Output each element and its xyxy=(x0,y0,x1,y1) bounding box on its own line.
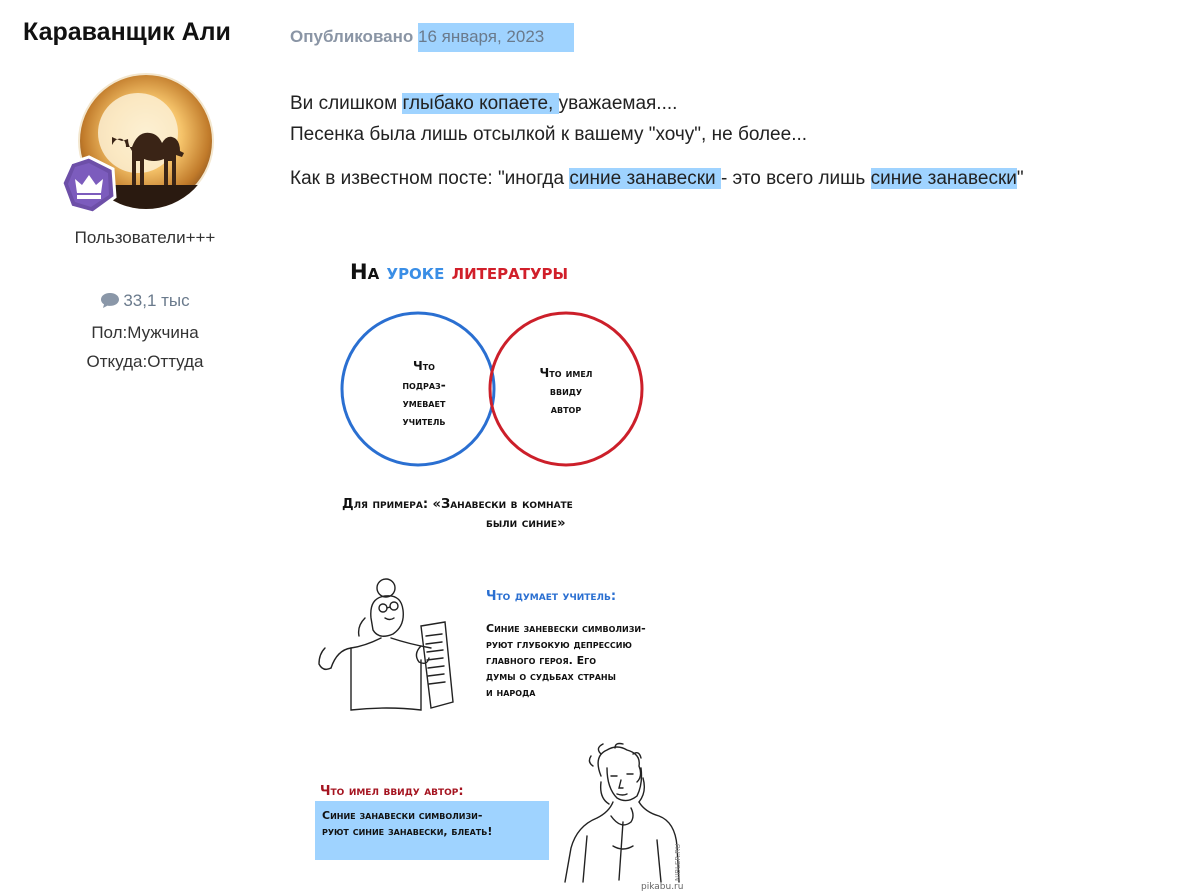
post xyxy=(290,0,1181,895)
venn-label: автор xyxy=(550,402,582,416)
text-span: Ви слишком xyxy=(290,93,403,114)
watermark: pikabu.ru xyxy=(641,882,684,891)
venn-label: подраз- xyxy=(402,378,446,392)
post-count-value: 33,1 тыс xyxy=(123,291,190,310)
text-span: - это всего лишь xyxy=(720,168,871,189)
teacher-heading: Что думает учитель: xyxy=(486,589,617,604)
author-line: руют синие занавески, блеать! xyxy=(322,825,493,838)
rank-crown-icon xyxy=(59,155,119,215)
comment-icon xyxy=(100,289,120,318)
pushkin-drawing xyxy=(565,744,679,883)
venn-label: Что имел xyxy=(539,366,593,380)
teacher-drawing xyxy=(319,579,453,710)
published-label: Опубликовано xyxy=(290,27,418,46)
venn-label: умевает xyxy=(402,396,446,410)
venn-label: ввиду xyxy=(549,384,583,398)
post-meta xyxy=(290,27,574,47)
location-field xyxy=(0,347,290,376)
text-span: уважаемая.... xyxy=(558,93,678,114)
side-watermark: NIBLER.RU xyxy=(674,843,682,881)
gender-field xyxy=(0,318,290,347)
post-content xyxy=(290,88,1024,194)
example-line: были синие» xyxy=(486,516,566,531)
teacher-text xyxy=(486,622,646,699)
venn-label: учитель xyxy=(402,414,446,428)
gender-label: Пол: xyxy=(91,323,128,342)
post-count[interactable] xyxy=(0,286,290,318)
teacher-line: думы о судьбах страны xyxy=(486,670,616,683)
right-circle-text xyxy=(540,366,593,416)
left-circle-text xyxy=(402,359,446,428)
example-line: Для примера: «Занавески в комнате xyxy=(342,497,573,512)
post-line-1 xyxy=(290,88,1024,119)
comic-image[interactable] xyxy=(305,246,705,891)
user-group: Пользователи+++ xyxy=(74,228,216,247)
location-label: Откуда: xyxy=(86,352,148,371)
author-name[interactable]: Караванщик Али xyxy=(23,18,231,46)
teacher-line: главного героя. Его xyxy=(486,654,597,667)
comic-title-part: литературы xyxy=(451,260,569,284)
comic-title-part: уроке xyxy=(386,260,452,284)
venn-label: Что xyxy=(413,359,435,373)
teacher-line: Синие заневески символизи- xyxy=(486,622,646,635)
author-stats xyxy=(0,286,290,376)
author-line: Синие занавески символизи- xyxy=(322,809,483,822)
highlighted-text: синие занавески xyxy=(870,168,1017,189)
text-span: " xyxy=(1016,168,1024,189)
comic-title xyxy=(350,260,568,284)
post-line-3 xyxy=(290,163,1024,194)
teacher-line: руют глубокую депрессию xyxy=(486,638,632,651)
author-panel xyxy=(0,0,290,895)
published-date[interactable]: 16 января, 2023 xyxy=(418,23,574,52)
teacher-line: и народа xyxy=(486,686,536,699)
comic-title-part: На xyxy=(350,260,387,284)
highlighted-text: глыбако копаете, xyxy=(402,93,559,114)
author-heading: Что имел ввиду автор: xyxy=(320,784,464,799)
text-span: Как в известном посте: "иногда xyxy=(290,168,570,189)
highlighted-text: синие занавески xyxy=(569,168,721,189)
post-line-2: Песенка была лишь отсылкой к вашему "хочу", не более... xyxy=(290,124,808,145)
gender-value: Мужчина xyxy=(127,323,199,342)
location-value: Оттуда xyxy=(147,352,204,371)
